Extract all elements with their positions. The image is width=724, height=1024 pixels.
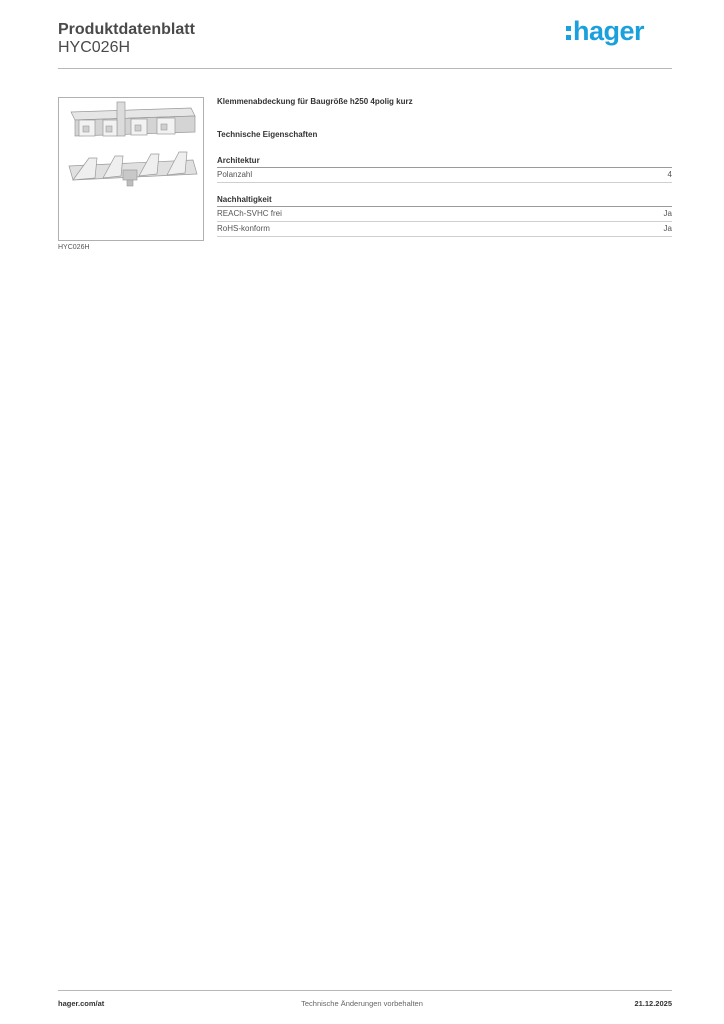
group-title-nachhaltigkeit: Nachhaltigkeit — [217, 195, 672, 207]
terminal-cover-icon — [59, 98, 203, 240]
product-name: Klemmenabdeckung für Baugröße h250 4polig kurz — [217, 97, 413, 106]
footer-website[interactable]: hager.com/at — [58, 999, 105, 1008]
article-number: HYC026H — [58, 39, 131, 56]
spec-value: Ja — [663, 224, 672, 233]
footer-divider — [58, 990, 672, 991]
product-image — [58, 97, 204, 241]
header-divider — [58, 68, 672, 69]
spec-row — [217, 207, 672, 222]
logo-text: hager — [573, 16, 645, 46]
section-title: Technische Eigenschaften — [217, 130, 318, 139]
hager-logo — [566, 16, 644, 47]
spec-label: RoHS-konform — [217, 224, 270, 233]
spec-label: Polanzahl — [217, 170, 253, 179]
product-details — [217, 97, 672, 237]
group-title-architektur: Architektur — [217, 156, 672, 168]
spec-label: REACh-SVHC frei — [217, 209, 282, 218]
footer-date: 21.12.2025 — [634, 999, 672, 1008]
page-title: Produktdatenblatt — [58, 21, 195, 38]
footer-notice: Technische Änderungen vorbehalten — [301, 999, 423, 1008]
spec-value: 4 — [667, 170, 672, 179]
image-caption: HYC026H — [58, 244, 90, 251]
logo-colon-icon — [566, 22, 572, 42]
spec-value: Ja — [663, 209, 672, 218]
spec-row — [217, 222, 672, 237]
spec-row — [217, 168, 672, 183]
